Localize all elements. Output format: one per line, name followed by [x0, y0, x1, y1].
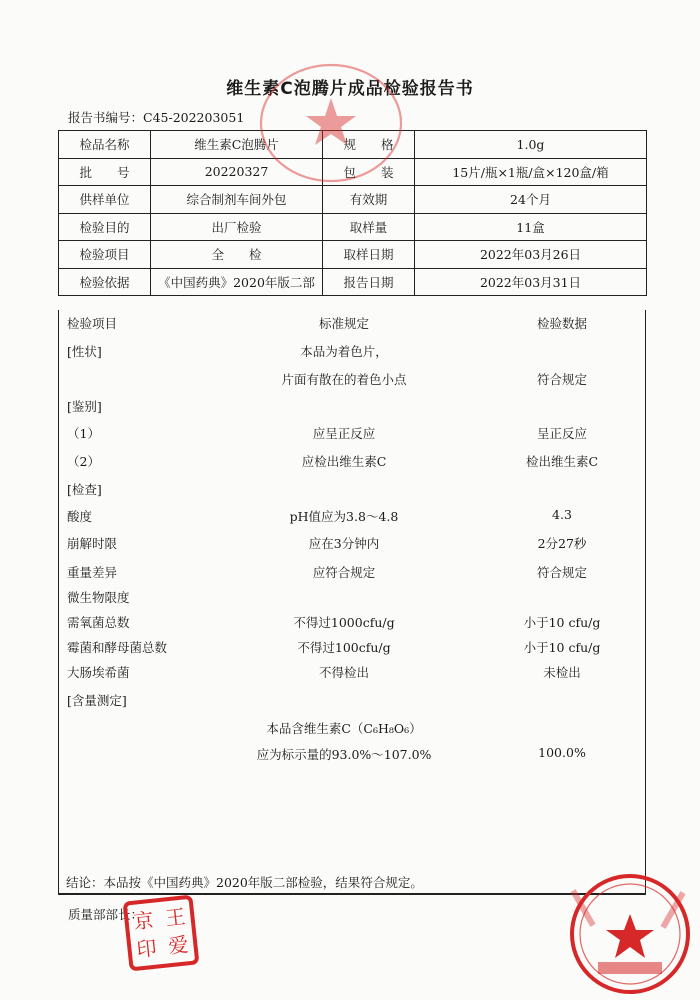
info-label: 包 装 [323, 158, 415, 186]
results-header-row [59, 314, 645, 336]
test-result: 未检出 [543, 665, 581, 680]
test-result: 符合规定 [536, 565, 587, 580]
info-label: 检验项目 [59, 241, 151, 269]
info-label: 批 号 [59, 158, 151, 186]
item-name: （2） [67, 454, 100, 469]
info-value: 15片/瓶×1瓶/盒×120盒/箱 [415, 158, 647, 186]
info-row [59, 213, 647, 241]
result-row [59, 507, 645, 529]
signature-seal [120, 892, 202, 974]
item-name: 崩解时限 [67, 536, 118, 551]
conclusion-text: 结论：本品按《中国药典》2020年版二部检验，结果符合规定。 [66, 875, 423, 890]
faded-company-seal [256, 58, 406, 188]
svg-text:印: 印 [135, 935, 158, 962]
test-result: 小于10 cfu/g [523, 615, 601, 630]
info-value: 全 检 [151, 241, 323, 269]
standard-requirement: 标准规定 [318, 316, 369, 331]
item-name: 霉菌和酵母菌总数 [67, 640, 168, 655]
result-row [59, 719, 645, 741]
test-result: 2分27秒 [537, 536, 587, 551]
result-row [59, 745, 645, 767]
item-name: [性状] [67, 344, 102, 359]
result-row [59, 638, 645, 660]
info-value: 20220327 [151, 158, 323, 186]
results-section [58, 310, 646, 895]
result-row [59, 588, 645, 610]
info-row [59, 241, 647, 269]
info-value: 维生素C泡腾片 [151, 131, 323, 159]
result-row [59, 534, 645, 556]
result-row [59, 691, 645, 713]
result-row [59, 424, 645, 446]
info-label: 检品名称 [59, 131, 151, 159]
test-result: 100.0% [538, 745, 586, 760]
item-name: 大肠埃希菌 [67, 665, 130, 680]
info-value: 2022年03月26日 [415, 241, 647, 269]
result-row [59, 480, 645, 502]
item-name: （1） [67, 426, 100, 441]
info-label: 报告日期 [323, 268, 415, 296]
test-result: 检出维生素C [525, 454, 599, 469]
result-row [59, 370, 645, 392]
quality-manager-label: 质量部部长： [68, 907, 144, 922]
test-result: 符合规定 [536, 372, 587, 387]
result-row [59, 342, 645, 364]
svg-text:京: 京 [132, 907, 155, 934]
info-value: 综合制剂车间外包 [151, 186, 323, 214]
info-value: 11盒 [415, 213, 647, 241]
svg-text:爱: 爱 [167, 932, 190, 959]
standard-requirement: 应呈正反应 [312, 426, 376, 441]
info-label: 取样日期 [323, 241, 415, 269]
info-label: 有效期 [323, 186, 415, 214]
company-seal [560, 868, 695, 996]
standard-requirement: 应在3分钟内 [308, 536, 380, 551]
info-value: 《中国药典》2020年版二部 [151, 268, 323, 296]
info-value: 24个月 [415, 186, 647, 214]
info-row [59, 186, 647, 214]
info-label: 检验目的 [59, 213, 151, 241]
item-name: 微生物限度 [67, 590, 130, 605]
test-result: 检验数据 [536, 316, 587, 331]
standard-requirement: 本品为着色片， [300, 344, 388, 359]
report-number: 报告书编号：C45-202203051 [68, 110, 245, 125]
item-name: [鉴别] [67, 399, 102, 414]
standard-requirement: 应符合规定 [312, 565, 376, 580]
test-result: 4.3 [552, 507, 572, 522]
info-label: 检验依据 [59, 268, 151, 296]
test-result: 小于10 cfu/g [523, 640, 601, 655]
info-value: 1.0g [415, 131, 647, 159]
info-label: 供样单位 [59, 186, 151, 214]
result-row [59, 663, 645, 685]
result-row [59, 452, 645, 474]
item-name: 需氧菌总数 [67, 615, 130, 630]
standard-requirement: 应为标示量的93.0%～107.0% [256, 747, 432, 762]
info-row [59, 268, 647, 296]
info-value: 出厂检验 [151, 213, 323, 241]
standard-requirement: pH值应为3.8～4.8 [289, 509, 399, 524]
standard-requirement: 本品含维生素C（C₆H₈O₆） [266, 721, 422, 736]
item-name: [检查] [67, 482, 102, 497]
standard-requirement: 片面有散在的着色小点 [281, 372, 407, 387]
svg-text:王: 王 [164, 904, 187, 931]
report-title: 维生素C泡腾片成品检验报告书 [226, 79, 474, 99]
item-name: 检验项目 [67, 316, 118, 331]
standard-requirement: 不得过1000cfu/g [293, 615, 395, 630]
result-row [59, 563, 645, 585]
item-name: 重量差异 [67, 565, 118, 580]
item-name: [含量测定] [67, 693, 127, 708]
info-label: 取样量 [323, 213, 415, 241]
result-row [59, 613, 645, 635]
info-label: 规 格 [323, 131, 415, 159]
result-row [59, 397, 645, 419]
info-value: 2022年03月31日 [415, 268, 647, 296]
standard-requirement: 应检出维生素C [301, 454, 387, 469]
test-result: 呈正反应 [536, 426, 587, 441]
standard-requirement: 不得检出 [318, 665, 369, 680]
standard-requirement: 不得过100cfu/g [297, 640, 391, 655]
item-name: 酸度 [67, 509, 93, 524]
